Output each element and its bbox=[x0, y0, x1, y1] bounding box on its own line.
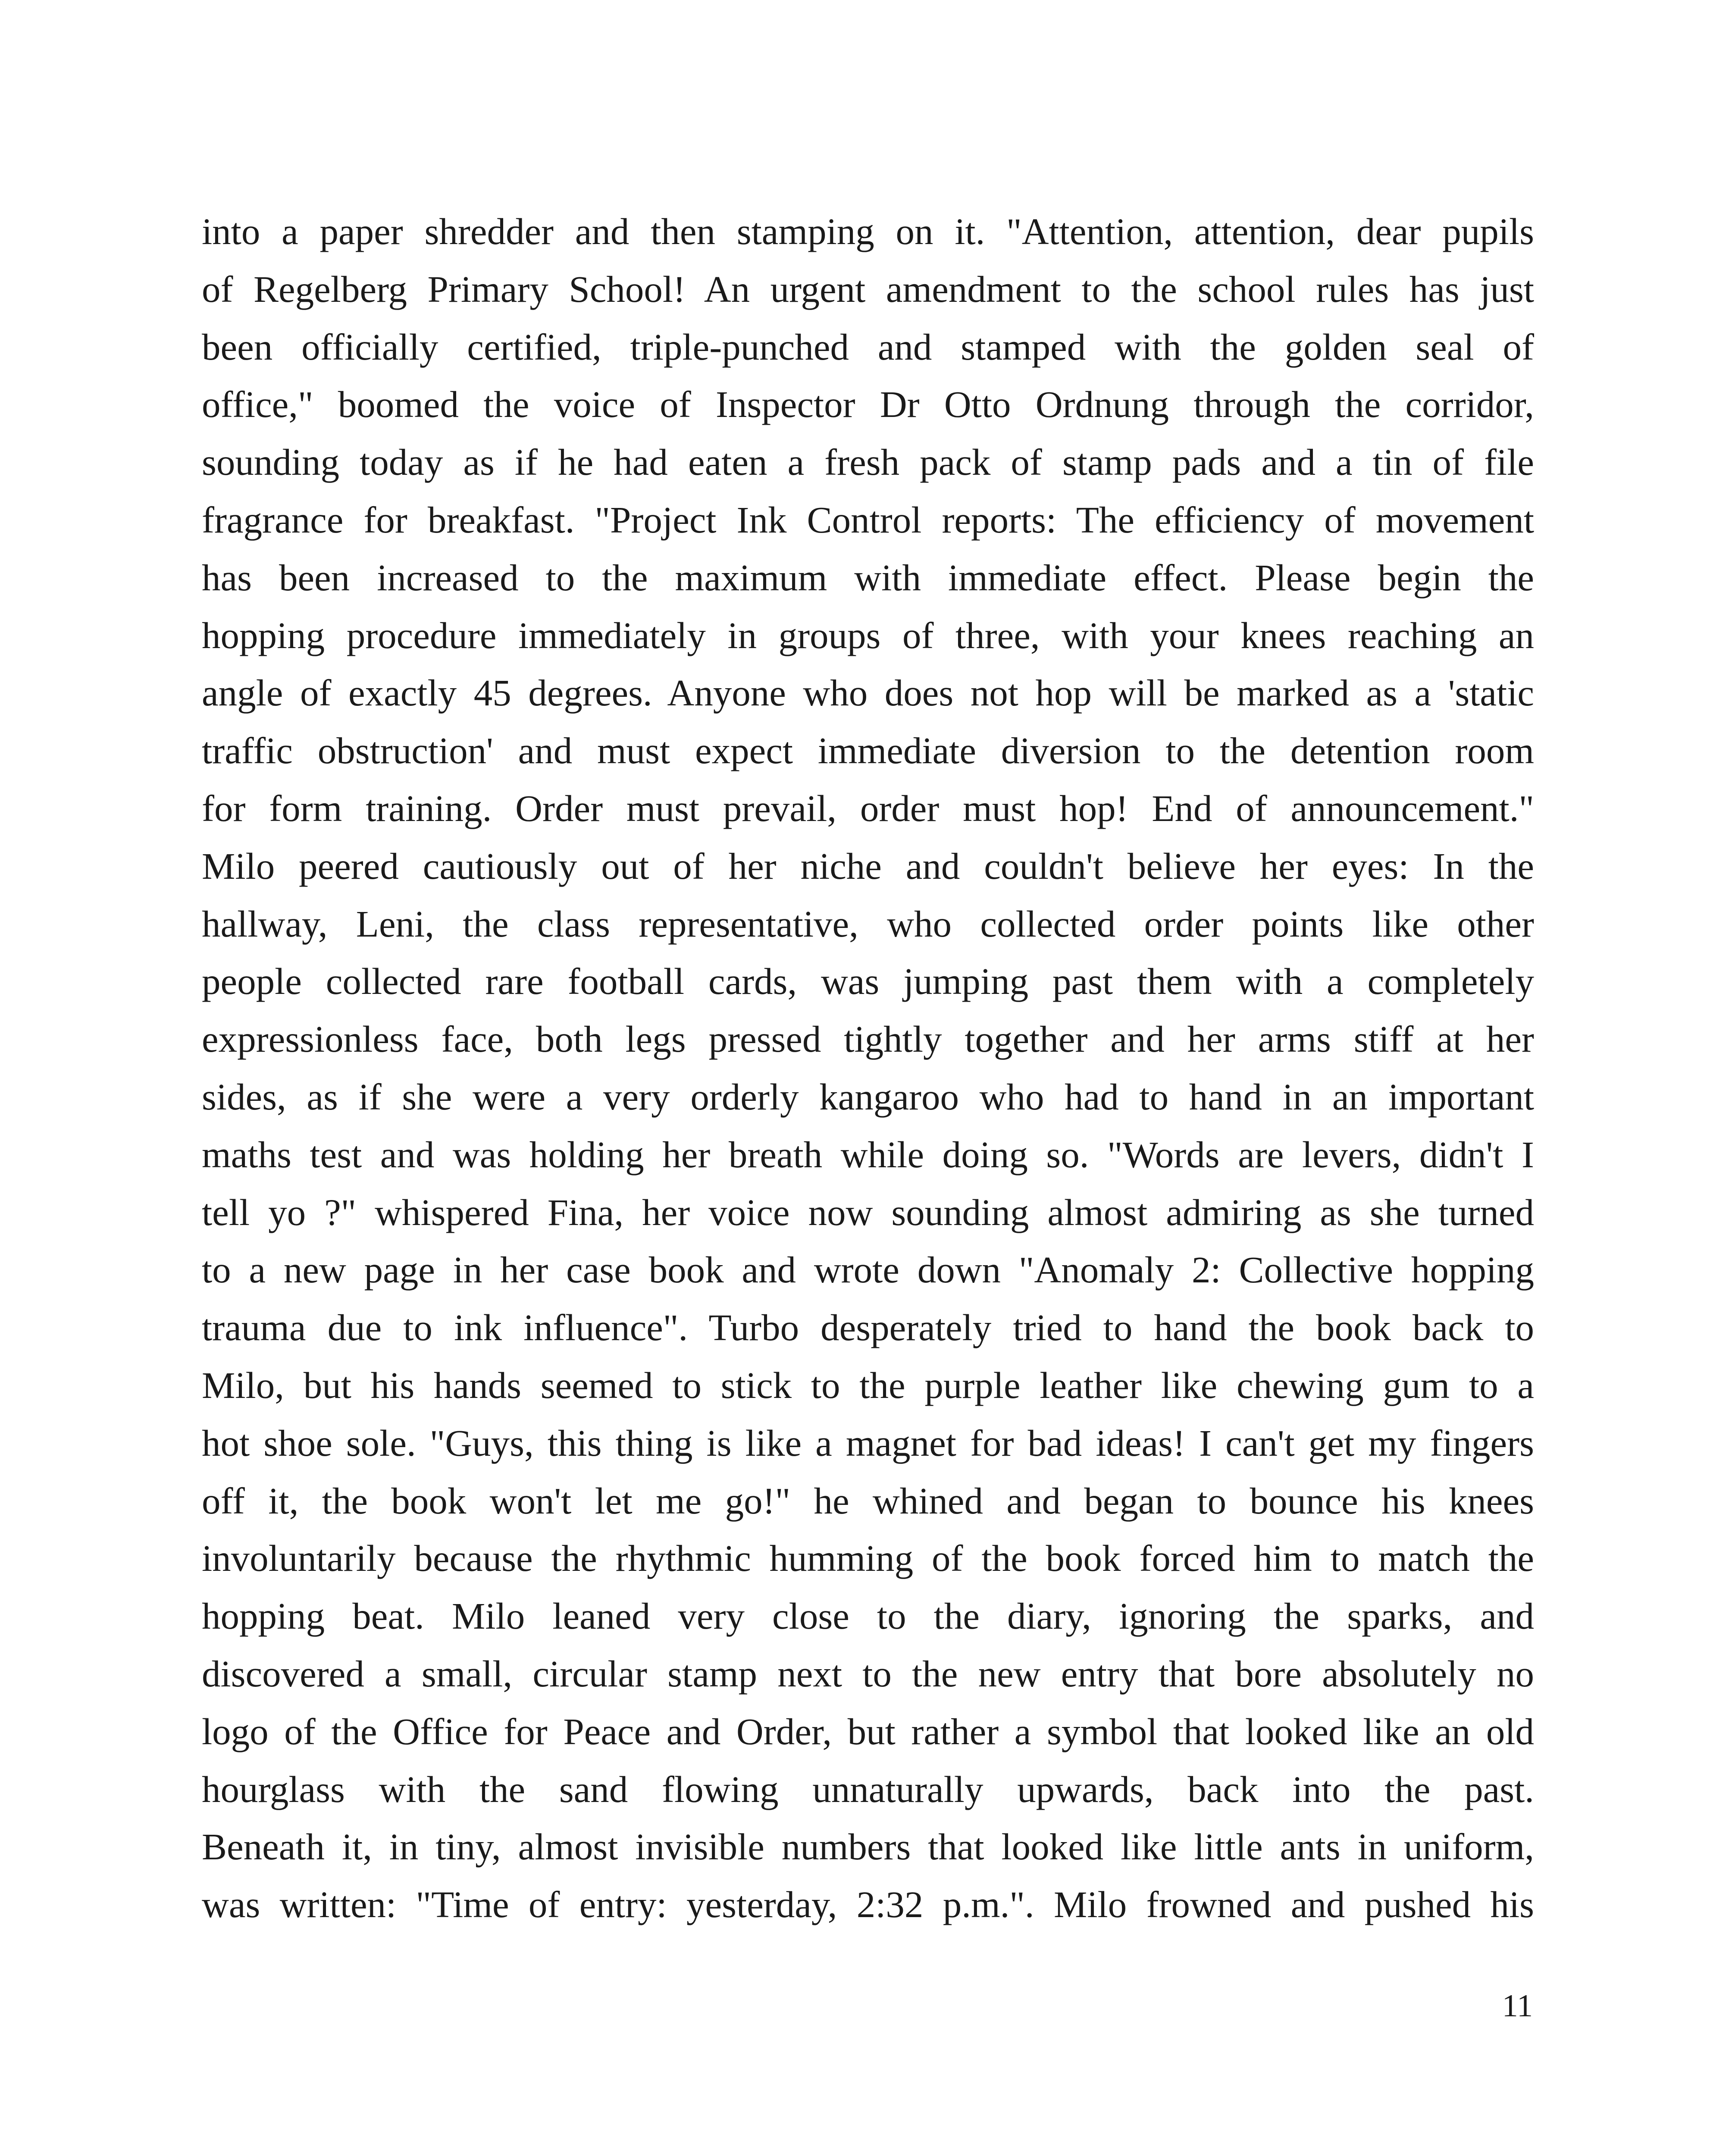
text-line: angle of exactly 45 degrees. Anyone who does not hop will be marked as a 'static bbox=[202, 672, 1534, 714]
text-line: Beneath it, in tiny, almost invisible numbers that looked like little ants in uniform, bbox=[202, 1826, 1534, 1868]
text-line: people collected rare football cards, was jumping past them with a completely bbox=[202, 960, 1534, 1003]
text-line: sounding today as if he had eaten a fresh pack of stamp pads and a tin of file bbox=[202, 441, 1534, 483]
text-line: traffic obstruction' and must expect immediate diversion to the detention room bbox=[202, 730, 1534, 772]
text-line: discovered a small, circular stamp next to the new entry that bore absolutely no bbox=[202, 1652, 1534, 1695]
text-line: hopping beat. Milo leaned very close to the diary, ignoring the sparks, and bbox=[202, 1595, 1534, 1637]
text-line: been officially certified, triple-punched and stamped with the golden seal of bbox=[202, 326, 1534, 368]
text-line: Milo peered cautiously out of her niche and couldn't believe her eyes: In the bbox=[202, 845, 1534, 887]
text-line: office," boomed the voice of Inspector Dr Otto Ordnung through the corridor, bbox=[202, 383, 1534, 426]
text-line: Milo, but his hands seemed to stick to the purple leather like chewing gum to a bbox=[202, 1364, 1534, 1406]
text-line: has been increased to the maximum with immediate effect. Please begin the bbox=[202, 556, 1534, 599]
text-line: expressionless face, both legs pressed tightly together and her arms stiff at her bbox=[202, 1018, 1534, 1060]
text-line: into a paper shredder and then stamping on it. "Attention, attention, dear pupils bbox=[202, 210, 1534, 252]
text-line: logo of the Office for Peace and Order, but rather a symbol that looked like an old bbox=[202, 1710, 1534, 1752]
text-line: hopping procedure immediately in groups of three, with your knees reaching an bbox=[202, 614, 1534, 656]
text-line: for form training. Order must prevail, order must hop! End of announcement." bbox=[202, 787, 1534, 829]
page-number: 11 bbox=[1502, 1988, 1533, 2024]
text-line: hot shoe sole. "Guys, this thing is like a magnet for bad ideas! I can't get my fingers bbox=[202, 1422, 1534, 1464]
body-paragraph bbox=[202, 203, 1534, 1934]
text-line: fragrance for breakfast. "Project Ink Control reports: The efficiency of movement bbox=[202, 498, 1534, 541]
text-line: to a new page in her case book and wrote down "Anomaly 2: Collective hopping bbox=[202, 1249, 1534, 1291]
text-line: sides, as if she were a very orderly kangaroo who had to hand in an important bbox=[202, 1075, 1534, 1118]
text-line: hourglass with the sand flowing unnaturally upwards, back into the past. bbox=[202, 1768, 1534, 1810]
text-line: was written: "Time of entry: yesterday, 2:32 p.m.". Milo frowned and pushed his bbox=[202, 1883, 1534, 1926]
text-line: involuntarily because the rhythmic humming of the book forced him to match the bbox=[202, 1537, 1534, 1579]
text-line: maths test and was holding her breath while doing so. "Words are levers, didn't I bbox=[202, 1133, 1534, 1175]
text-line: trauma due to ink influence". Turbo desperately tried to hand the book back to bbox=[202, 1307, 1534, 1349]
text-line: tell yo ?" whispered Fina, her voice now sounding almost admiring as she turned bbox=[202, 1191, 1534, 1233]
text-line: off it, the book won't let me go!" he whined and began to bounce his knees bbox=[202, 1479, 1534, 1522]
text-line: hallway, Leni, the class representative, who collected order points like other bbox=[202, 903, 1534, 945]
text-line: of Regelberg Primary School! An urgent amendment to the school rules has just bbox=[202, 268, 1534, 310]
